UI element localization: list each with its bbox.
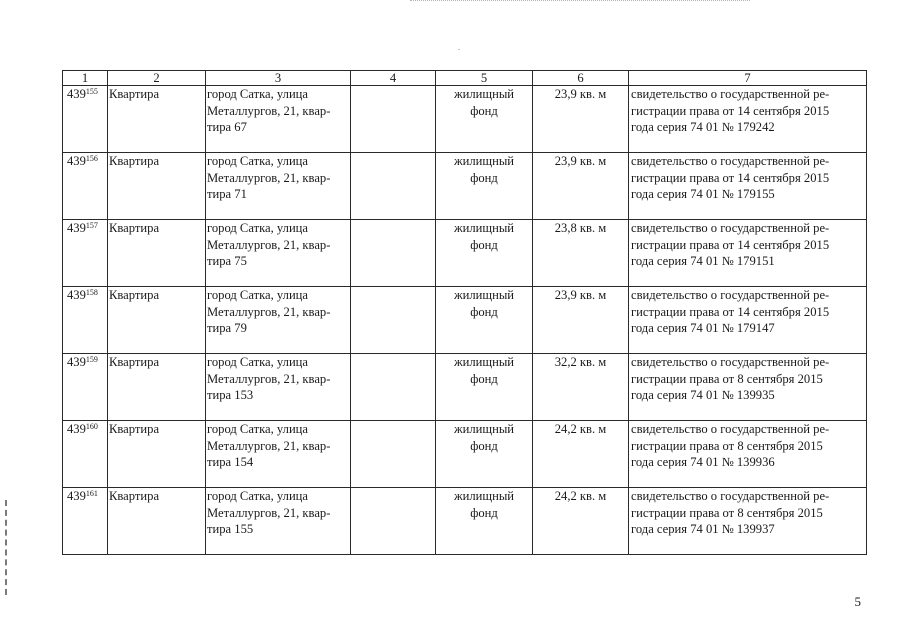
area-cell <box>533 86 629 153</box>
address-line: город Сатка, улица <box>207 87 309 101</box>
area-cell <box>533 287 629 354</box>
column-header: 4 <box>351 71 436 86</box>
object-type: Квартира <box>109 489 160 503</box>
object-type: Квартира <box>109 87 160 101</box>
certificate-cell <box>629 488 867 555</box>
scan-artifact-top <box>410 0 750 4</box>
object-type-cell <box>108 421 206 488</box>
fund-line: фонд <box>470 371 498 386</box>
column-header: 5 <box>436 71 533 86</box>
object-type: Квартира <box>109 422 160 436</box>
area-cell <box>533 421 629 488</box>
address-line: тира 79 <box>207 321 247 335</box>
page-number: 5 <box>854 594 861 609</box>
table-row <box>63 220 867 287</box>
address-line: тира 75 <box>207 254 247 268</box>
table-header-row <box>63 71 867 86</box>
empty-cell <box>351 421 436 488</box>
address-line: тира 67 <box>207 120 247 134</box>
fund-line: жилищный <box>453 489 515 503</box>
table-row <box>63 86 867 153</box>
row-number-superscript: 158 <box>85 288 98 297</box>
address-cell <box>206 421 351 488</box>
fund-cell <box>436 287 533 354</box>
area-value: 24,2 кв. м <box>554 489 607 503</box>
certificate-cell <box>629 287 867 354</box>
address-line: город Сатка, улица <box>207 489 309 503</box>
address-cell <box>206 287 351 354</box>
fund-line: фонд <box>470 170 498 185</box>
certificate-line: свидетельство о государственной ре- <box>631 221 830 235</box>
column-header: 1 <box>63 71 108 86</box>
certificate-cell <box>629 354 867 421</box>
fund-cell <box>436 421 533 488</box>
object-type: Квартира <box>109 221 160 235</box>
column-header: 2 <box>108 71 206 86</box>
column-header: 7 <box>629 71 867 86</box>
fund-line: фонд <box>470 505 498 520</box>
certificate-line: года серия 74 01 № 139936 <box>631 455 775 469</box>
object-type: Квартира <box>109 288 160 302</box>
certificate-cell <box>629 153 867 220</box>
certificate-line: года серия 74 01 № 179151 <box>631 254 775 268</box>
certificate-line: года серия 74 01 № 139937 <box>631 522 775 536</box>
fund-line: фонд <box>470 304 498 319</box>
fund-line: фонд <box>470 237 498 252</box>
scan-artifact-dot <box>458 49 460 50</box>
address-line: город Сатка, улица <box>207 221 309 235</box>
address-cell <box>206 153 351 220</box>
address-line: город Сатка, улица <box>207 355 309 369</box>
address-line: Металлургов, 21, квар- <box>207 438 331 453</box>
object-type: Квартира <box>109 154 160 168</box>
table-row <box>63 354 867 421</box>
table-row <box>63 287 867 354</box>
table-row <box>63 421 867 488</box>
certificate-cell <box>629 86 867 153</box>
area-value: 23,9 кв. м <box>554 154 607 168</box>
certificate-line: гистрации права от 14 сентября 2015 <box>631 170 830 185</box>
address-line: Металлургов, 21, квар- <box>207 304 331 319</box>
area-value: 32,2 кв. м <box>554 355 607 369</box>
area-value: 24,2 кв. м <box>554 422 607 436</box>
fund-line: жилищный <box>453 355 515 369</box>
row-number-cell <box>63 287 108 354</box>
fund-line: жилищный <box>453 154 515 168</box>
address-line: тира 153 <box>207 388 254 402</box>
row-number-cell <box>63 153 108 220</box>
certificate-line: года серия 74 01 № 139935 <box>631 388 775 402</box>
certificate-line: года серия 74 01 № 179242 <box>631 120 775 134</box>
certificate-line: свидетельство о государственной ре- <box>631 87 830 101</box>
row-number-cell <box>63 421 108 488</box>
fund-cell <box>436 488 533 555</box>
certificate-line: гистрации права от 14 сентября 2015 <box>631 237 830 252</box>
address-line: тира 154 <box>207 455 254 469</box>
object-type-cell <box>108 287 206 354</box>
row-number-superscript: 155 <box>85 87 98 96</box>
fund-line: жилищный <box>453 422 515 436</box>
row-number-cell <box>63 220 108 287</box>
row-number-superscript: 156 <box>85 154 98 163</box>
row-number: 439 <box>67 87 86 101</box>
column-header: 6 <box>533 71 629 86</box>
object-type: Квартира <box>109 355 160 369</box>
certificate-line: гистрации права от 14 сентября 2015 <box>631 304 830 319</box>
fund-line: фонд <box>470 103 498 118</box>
area-cell <box>533 488 629 555</box>
fund-line: жилищный <box>453 87 515 101</box>
row-number: 439 <box>67 422 86 436</box>
object-type-cell <box>108 153 206 220</box>
row-number: 439 <box>67 288 86 302</box>
fund-line: жилищный <box>453 221 515 235</box>
area-cell <box>533 220 629 287</box>
table-row <box>63 153 867 220</box>
certificate-line: гистрации права от 8 сентября 2015 <box>631 505 823 520</box>
fund-cell <box>436 220 533 287</box>
certificate-cell <box>629 220 867 287</box>
empty-cell <box>351 86 436 153</box>
certificate-line: свидетельство о государственной ре- <box>631 355 830 369</box>
address-line: город Сатка, улица <box>207 154 309 168</box>
address-line: город Сатка, улица <box>207 288 309 302</box>
empty-cell <box>351 287 436 354</box>
fund-cell <box>436 354 533 421</box>
property-registry-table <box>62 70 867 555</box>
certificate-line: свидетельство о государственной ре- <box>631 288 830 302</box>
area-value: 23,9 кв. м <box>554 87 607 101</box>
row-number-superscript: 161 <box>85 489 98 498</box>
certificate-line: свидетельство о государственной ре- <box>631 422 830 436</box>
certificate-line: свидетельство о государственной ре- <box>631 489 830 503</box>
address-line: Металлургов, 21, квар- <box>207 170 331 185</box>
certificate-line: года серия 74 01 № 179147 <box>631 321 775 335</box>
fund-cell <box>436 86 533 153</box>
address-line: Металлургов, 21, квар- <box>207 103 331 118</box>
address-line: тира 155 <box>207 522 254 536</box>
area-value: 23,8 кв. м <box>554 221 607 235</box>
address-line: Металлургов, 21, квар- <box>207 371 331 386</box>
object-type-cell <box>108 220 206 287</box>
column-header: 3 <box>206 71 351 86</box>
row-number-cell <box>63 86 108 153</box>
object-type-cell <box>108 488 206 555</box>
address-cell <box>206 488 351 555</box>
area-cell <box>533 354 629 421</box>
object-type-cell <box>108 354 206 421</box>
row-number-cell <box>63 354 108 421</box>
address-line: Металлургов, 21, квар- <box>207 237 331 252</box>
empty-cell <box>351 220 436 287</box>
table-row <box>63 488 867 555</box>
table-body <box>63 71 867 555</box>
fund-line: жилищный <box>453 288 515 302</box>
certificate-cell <box>629 421 867 488</box>
certificate-line: гистрации права от 8 сентября 2015 <box>631 438 823 453</box>
row-number: 439 <box>67 355 86 369</box>
empty-cell <box>351 488 436 555</box>
area-cell <box>533 153 629 220</box>
row-number: 439 <box>67 221 86 235</box>
address-line: город Сатка, улица <box>207 422 309 436</box>
area-value: 23,9 кв. м <box>554 288 607 302</box>
row-number: 439 <box>67 489 86 503</box>
row-number-superscript: 157 <box>85 221 98 230</box>
address-line: Металлургов, 21, квар- <box>207 505 331 520</box>
certificate-line: года серия 74 01 № 179155 <box>631 187 775 201</box>
row-number-superscript: 159 <box>85 355 98 364</box>
fund-cell <box>436 153 533 220</box>
empty-cell <box>351 354 436 421</box>
address-line: тира 71 <box>207 187 247 201</box>
row-number: 439 <box>67 154 86 168</box>
address-cell <box>206 86 351 153</box>
address-cell <box>206 354 351 421</box>
object-type-cell <box>108 86 206 153</box>
fund-line: фонд <box>470 438 498 453</box>
certificate-line: гистрации права от 8 сентября 2015 <box>631 371 823 386</box>
row-number-superscript: 160 <box>85 422 98 431</box>
row-number-cell <box>63 488 108 555</box>
certificate-line: свидетельство о государственной ре- <box>631 154 830 168</box>
binding-edge-mark <box>5 500 9 595</box>
certificate-line: гистрации права от 14 сентября 2015 <box>631 103 830 118</box>
empty-cell <box>351 153 436 220</box>
address-cell <box>206 220 351 287</box>
